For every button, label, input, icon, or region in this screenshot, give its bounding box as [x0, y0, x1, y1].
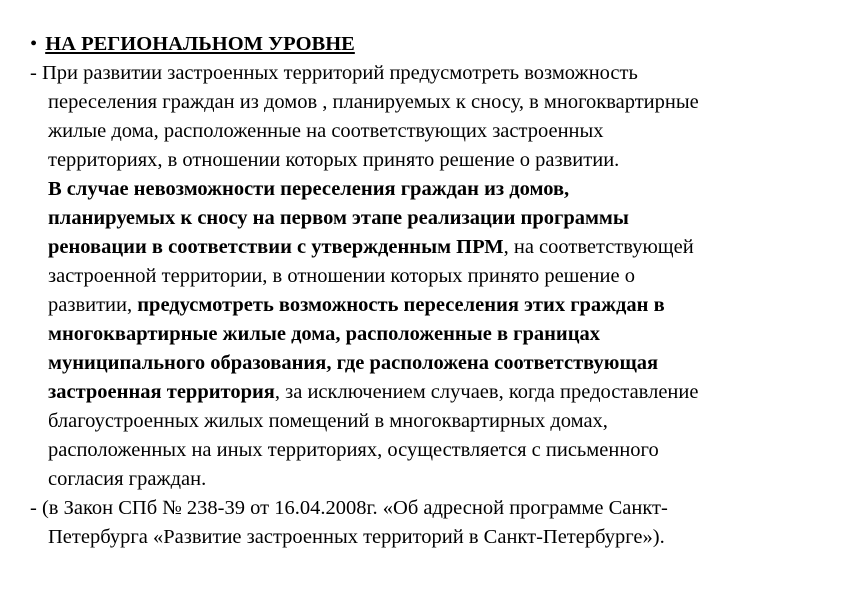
text-run: - (в Закон СПб № 238-39 от 16.04.2008г. «Об адресной программе Санкт- [30, 497, 668, 519]
paragraph1-line [48, 117, 604, 146]
paragraph2-line [48, 523, 665, 552]
paragraph1-line [48, 88, 699, 117]
bullet-icon: • [30, 33, 38, 55]
text-run: планируемых к сносу на первом этапе реализации программы [48, 207, 629, 229]
text-run: благоустроенных жилых помещений в многоквартирных домах, [48, 410, 608, 432]
paragraph1-line [48, 175, 569, 204]
paragraph1-line [48, 204, 629, 233]
text-run: согласия граждан. [48, 468, 207, 490]
paragraph1-line [30, 59, 638, 88]
text-run: застроенная территория [48, 381, 275, 403]
paragraph1-line [48, 349, 658, 378]
paragraph1-line [48, 320, 600, 349]
section-title: НА РЕГИОНАЛЬНОМ УРОВНЕ [45, 33, 355, 55]
text-run: , на соответствующей [503, 236, 694, 258]
paragraph1-line [48, 436, 659, 465]
text-run: муниципального образования, где расположена соответствующая [48, 352, 659, 374]
paragraph1-line [48, 378, 698, 407]
text-run: территориях, в отношении которых принято решение о развитии. [48, 149, 620, 171]
heading [30, 30, 355, 59]
text-run: - При развитии застроенных территорий предусмотреть возможность [30, 62, 638, 84]
text-run: переселения граждан из домов , планируемых к сносу, в многоквартирные [48, 91, 699, 113]
paragraph1-line [48, 407, 608, 436]
text-run: расположенных на иных территориях, осуществляется с письменного [48, 439, 659, 461]
text-run: развитии, [48, 294, 138, 316]
text-run: , за исключением случаев, когда предоставление [274, 381, 699, 403]
paragraph2-line [30, 494, 668, 523]
text-run: В случае невозможности переселения граждан из домов, [48, 178, 570, 200]
text-run: жилые дома, расположенные на соответствующих застроенных [48, 120, 604, 142]
text-run: предусмотреть возможность переселения этих граждан в [137, 294, 665, 316]
text-run: реновации в соответствии с утвержденным ПРМ [48, 236, 504, 258]
paragraph1-line [48, 262, 635, 291]
text-run: многоквартирные жилые дома, расположенные в границах [48, 323, 601, 345]
paragraph1-line [48, 146, 619, 175]
text-run: застроенной территории, в отношении которых принято решение о [48, 265, 635, 287]
paragraph1-line [48, 465, 206, 494]
paragraph1-line [48, 233, 694, 262]
text-run: Петербурга «Развитие застроенных территорий в Санкт-Петербурге»). [48, 526, 665, 548]
paragraph1-line [48, 291, 665, 320]
